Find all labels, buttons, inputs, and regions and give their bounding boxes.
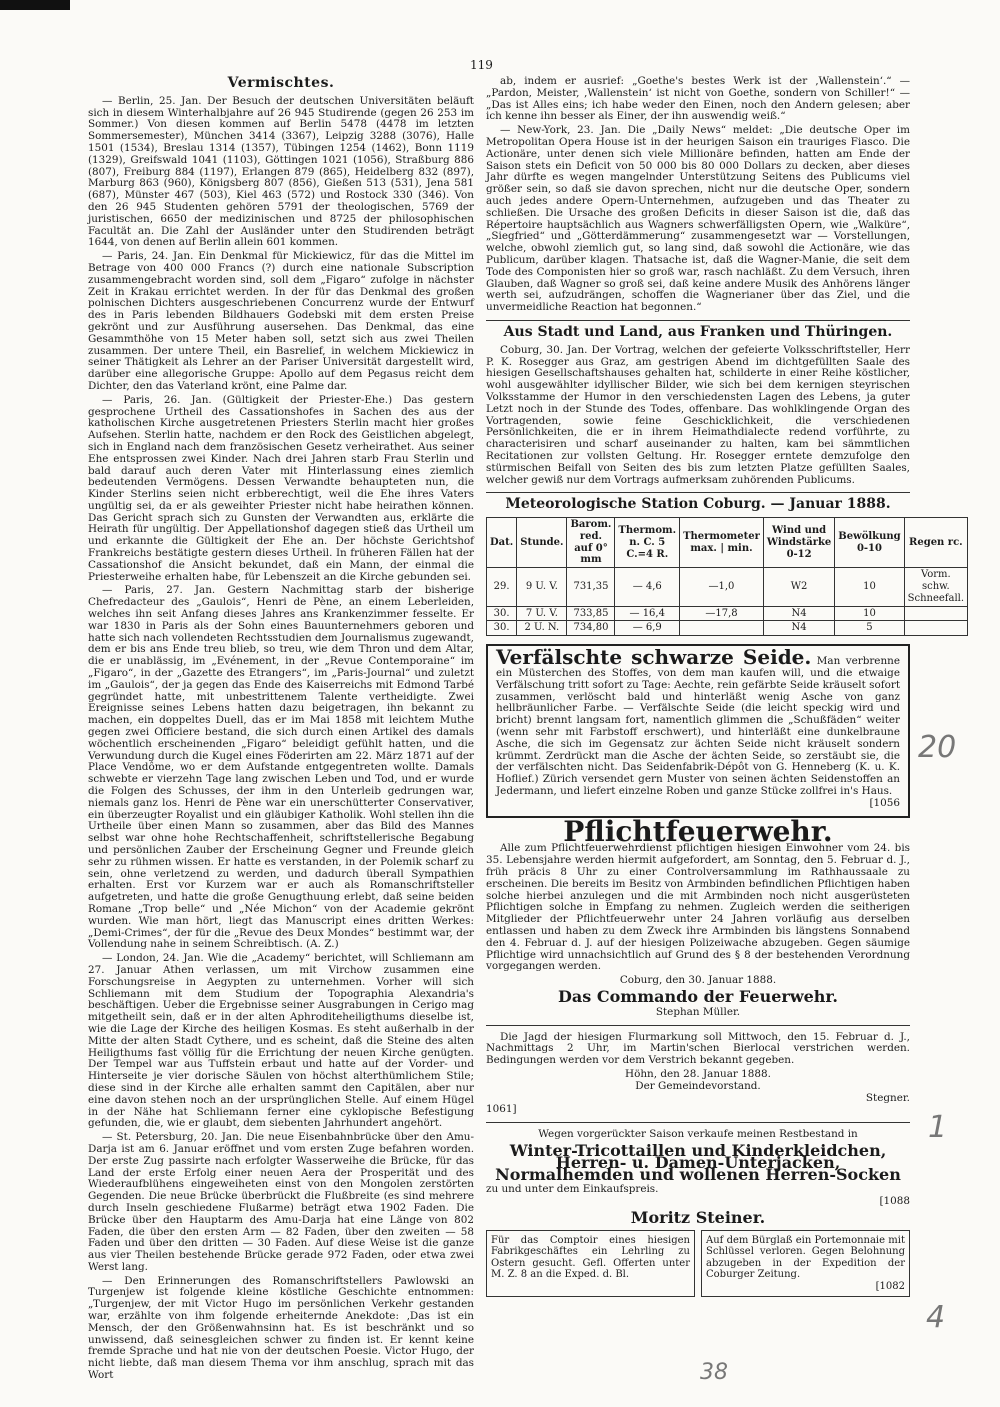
article-coburg: Coburg, 30. Jan. Der Vortrag, welchen der gefeierte Volksschriftsteller, Herr P. K. Rosegger aus Graz, am gestrigen Abend im dichtgefüllten Saale des hiesigen Gesellschaftshauses gehalten hat, schilderte in einer Reihe köstlicher, wohl ausgewählter idyllischer Bilder, wie sich bei dem kernigen steyrischen Volksstamme der Humor in den verschiedensten Lagen des Lebens, ja guter Letzt noch in der Stunde des Todes, offenbare. Das wohlklingende Organ des Vortragenden, sowie feine Geschicklichkeit, die verschiedenen Persönlichkeiten, die er in ihrem Heimathdialecte redend vorführte, zu characterisiren und scharf auseinander zu halten, kam bei sämmtlichen Recitationen zur vollsten Geltung. Hr. Rosegger erntete demzufolge den stürmischen Beifall von Seiten des bis zum letzten Platze gefüllten Saales, welcher gewiß nur dem Vortrags aufmerksam zuhörenden Publicums. xyxy=(486,343,910,486)
divider xyxy=(486,1122,910,1123)
margin-note: 4 xyxy=(926,1300,946,1335)
page-number: 119 xyxy=(470,58,493,72)
ad-sale-items: Winter-Tricottaillen und Kinderkleidchen, Herren- u. Damen-Unterjacken, Normalhemden und wollenen Herren-Socken xyxy=(495,1140,901,1184)
ad-lost-purse-text: Auf dem Bürglaß ein Portemonnaie mit Schlüssel verloren. Gegen Belohnung abzugeben in der Expedition der Coburger Zeitung. xyxy=(706,1234,905,1281)
article-petersburg: — St. Petersburg, 20. Jan. Die neue Eisenbahnbrücke über den Amu-Darja ist am 6. Januar eröffnet und vom ersten Zuge befahren worden. Der erste Zug passirte nach erfolgter Wasserweihe die Brücke, für das Land der erste Erfolg einer neuen Aera der Prosperität und des Wiederaufblühens eingeweiheten einst von den Mongolen zerstörten Gegenden. Die neue Brücke überbrückt die Flußbreite (es sind mehrere durch Inseln geschiedene Flußarme) beträgt etwa 1902 Faden. Die Brücke über den Hauptarm des Amu-Darja hat eine Länge von 802 Faden, die über den ersten Arm — 82 Faden, über den zweiten — 58 Faden und über den dritten — 30 Faden. Auf diese Weise ist die ganze aus vier Theilen bestehende Brücke gerade 972 Faden, oder etwa zwei Werst lang. xyxy=(88,1131,474,1273)
table-cell: 10 xyxy=(835,606,904,621)
ad-hunt-signature: Der Gemeindevorstand. xyxy=(635,1079,761,1092)
divider xyxy=(486,320,910,321)
table-cell: 30. xyxy=(487,621,517,636)
table-cell: — 6,9 xyxy=(615,621,680,636)
ad-number: [1082 xyxy=(875,1280,905,1292)
table-cell: 7 U. V. xyxy=(517,606,567,621)
table-cell: —1,0 xyxy=(680,568,764,606)
table-cell: W2 xyxy=(763,568,834,606)
table-cell: 9 U. V. xyxy=(517,568,567,606)
table-cell: 30. xyxy=(487,606,517,621)
table-cell xyxy=(904,606,967,621)
ad-silk xyxy=(486,644,910,817)
ad-fire-name: Stephan Müller. xyxy=(655,1005,741,1018)
table-cell: N4 xyxy=(763,606,834,621)
article-london: — London, 24. Jan. Wie die „Academy“ berichtet, will Schliemann am 27. Januar Athen verlassen, um mit Virchow zusammen eine Forschungsreise in Aegypten zu unternehmen. Vorher will sich Schliemann mit dem Studium der Topographia Alexandria's beschäftigen. Ueber die Ergebnisse seiner Ausgrabungen in Cerigo mag mitgetheilt sein, daß er in der alten Aphroditeheiligthums dieselbe ist, wie die Lage der Kirche des heiligen Kosmas. Es steht außerhalb in der Mitte der alten Stadt Cythere, und es scheint, daß die Steine des alten Heiligthums fast völlig für die Errichtung der neuen Kirche genügten. Der Tempel war aus Tuffstein erbaut und hatte auf der Vorder- und Hinterseite je vier dorische Säulen von höchst alterthümlichem Stile; diese sind in der Kirche alle erhalten sammt den Capitälen, aber nur eine davon stehen noch an der ursprünglichen Stelle. Auf einem Hügel in der Nähe hat Schliemann ferner eine cyklopische Befestigung gefunden, die, wie er glaubt, dem siebenten Jahrhundert angehört. xyxy=(88,952,474,1130)
table-cell: 10 xyxy=(835,568,904,606)
table-row xyxy=(487,621,968,636)
table-cell: 29. xyxy=(487,568,517,606)
article-continuation: ab, indem er ausrief: „Goethe's bestes Werk ist der ‚Wallenstein‘.“ — „Pardon, Meister, ‚Wallenstein‘ ist nicht von Goethe, sondern von Schiller!“ — „Das ist Alles eins; ich habe weder den Einen, noch den Andern gelesen; aber ich kenne ihn besser als Einer, der ihn auswendig weiß.“ xyxy=(486,75,910,123)
ad-number: 1061] xyxy=(486,1103,517,1116)
table-cell: 733,85 xyxy=(567,606,615,621)
ad-fire-text: Alle zum Pflichtfeuerwehrdienst pflichtigen hiesigen Einwohner vom 24. bis 35. Lebensjahre werden hiermit aufgefordert, am Sonntag, den 5. Februar d. J., früh präcis 8 Uhr zu einer Controlversammlung im Rathhaussaale zu erscheinen. Die bereits im Besitz von Armbinden befindlichen Pflichtigen haben solche hierbei anzulegen und die mit Armbinden noch nicht ausgerüsteten Pflichtigen solche in Empfang zu nehmen. Zugleich werden die seitherigen Mitglieder der Pflichtfeuerwehr unter 24 Jahren vorläufig aus derselben entlassen und haben zu dem Zweck ihre Armbinden bis längstens Sonnabend den 4. Februar d. J. auf der hiesigen Polizeiwache abzugeben. Gegen säumige Pflichtige wird unnachsichtlich auf Grund des § 8 der bestehenden Verordnung vorgegangen werden. xyxy=(486,842,910,973)
margin-note: 38 xyxy=(700,1360,728,1385)
article-paris-24: — Paris, 24. Jan. Ein Denkmal für Mickiewicz, für das die Mittel im Betrage von 400 000 Francs (?) durch eine nationale Subscription zusammengebracht worden sind, soll dem „Figaro“ zufolge in nächster Zeit in Krakau errichtet werden. In der für das Denkmal des großen polnischen Dichters ausgeschriebenen Concurrenz wurde der Entwurf des in Paris lebenden Bildhauers Godebski mit dem ersten Preise gekrönt und zur Ausführung ausersehen. Das Denkmal, das eine Gesammthöhe von 15 Meter haben soll, setzt sich aus zwei Theilen zusammen. Der untere Theil, ein Basrelief, in welchem Mickiewicz in seiner Thätigkeit als Lehrer an der Pariser Universität dargestellt wird, darüber eine allegorische Gruppe: Apollo auf dem Pegasus reicht dem Dichter, den das Vaterland krönt, eine Palme dar. xyxy=(88,250,474,392)
table-cell: 2 U. N. xyxy=(517,621,567,636)
table-header: Dat. xyxy=(487,518,517,568)
table-cell: —17,8 xyxy=(680,606,764,621)
ad-hunt-date: Höhn, den 28. Januar 1888. xyxy=(625,1067,771,1080)
table-header: Stunde. xyxy=(517,518,567,568)
divider xyxy=(486,1025,910,1026)
ad-sale-name: Moritz Steiner. xyxy=(630,1207,766,1227)
table-cell xyxy=(680,621,764,636)
margin-note: 1 xyxy=(928,1110,948,1145)
table-cell: — 4,6 xyxy=(615,568,680,606)
table-header: Wind und Windstärke 0-12 xyxy=(763,518,834,568)
scan-edge-mark xyxy=(0,0,70,10)
table-cell: N4 xyxy=(763,621,834,636)
section-title-regional: Aus Stadt und Land, aus Franken und Thüringen. xyxy=(503,323,893,340)
ad-apprentice: Für das Comptoir eines hiesigen Fabrikgeschäftes ein Lehrling zu Ostern gesucht. Gefl. Offerten unter M. Z. 8 an die Exped. d. Bl. xyxy=(486,1230,695,1298)
margin-note: 20 xyxy=(918,730,957,765)
table-cell: 734,80 xyxy=(567,621,615,636)
table-row xyxy=(487,606,968,621)
ad-lost-purse xyxy=(701,1230,910,1298)
ad-number: [1056 xyxy=(869,796,900,809)
ad-number: [1088 xyxy=(879,1195,910,1208)
table-header: Bewölkung 0-10 xyxy=(835,518,904,568)
article-turgenjew: — Den Erinnerungen des Romanschriftstellers Pawlowski an Turgenjew ist folgende kleine köstliche Geschichte entnommen: „Turgenjew, der mit Victor Hugo im persönlichen Verkehr gestanden war, erzählte von ihm folgende erheiternde Anekdote: ‚Das ist ein Mensch, der den Größenwahnsinn hat. Es ist beschränkt und so unwissend, daß seinesgleichen schwer zu finden ist. Er kennt keine fremde Sprache und hat nie von der deutschen Poesie. Victor Hugo, der nicht liebte, daß man diesem Thema vor ihm anschlug, sprach mit das Wort xyxy=(88,1274,474,1382)
small-ads xyxy=(486,1230,910,1298)
table-header: Thermom. n. C. 5 C.=4 R. xyxy=(615,518,680,568)
weather-table-title: Meteorologische Station Coburg. — Januar 1888. xyxy=(505,496,891,513)
ad-fire-signature: Das Commando der Feuerwehr. xyxy=(558,986,838,1006)
ad-hunt-text: Die Jagd der hiesigen Flurmarkung soll Mittwoch, den 15. Februar d. J., Nachmittags 2 Uhr, im Martin'schen Bierlocal verstrichen werden. Bedingungen werden vor dem Verstrich bekannt gegeben. xyxy=(486,1030,910,1067)
article-berlin: — Berlin, 25. Jan. Der Besuch der deutschen Universitäten beläuft sich in diesem Winterhalbjahre auf 26 945 Studirende (gegen 26 253 im Sommer.) Von diesen kommen auf Berlin 5478 (4478 im letzten Sommersemester), München 3414 (3367), Leipzig 3288 (3076), Halle 1501 (1534), Breslau 1314 (1357), Tübingen 1254 (1462), Bonn 1119 (1329), Greifswald 1041 (1103), Göttingen 1021 (1056), Straßburg 886 (807), Freiburg 884 (1197), Erlangen 879 (865), Heidelberg 832 (897), Marburg 863 (960), Königsberg 807 (856), Gießen 513 (531), Jena 581 (687), Münster 467 (503), Kiel 463 (572) und Rostock 330 (346). Von den 26 945 Studenten gehören 5791 der theologischen, 5769 der juristischen, 6650 der medizinischen und 8725 der philosophischen Facultät an. Die Zahl der Ausländer unter den Studirenden beträgt 1644, von denen auf Berlin allein 601 kommen. xyxy=(88,94,474,249)
article-paris-27: — Paris, 27. Jan. Gestern Nachmittag starb der bisherige Chefredacteur des „Gaulois“, Henri de Pène, an einem Leberleiden, welches ihn seit Anfang dieses Jahres ans Krankenzimmer fesselte. Er war 1830 in Paris als der Sohn eines Bauunternehmers geboren und hatte sich nach vollendeten Rechtsstudien dem Journalismus zugewandt, dem er bis ans Ende treu blieb, so treu, wie dem Thron und dem Altar, die er unablässig, im „Evénement, in der „Revue Contemporaine“ im „Figaro“, in der „Gazette des Etrangers“, im „Paris-Journal“ und zuletzt im „Gaulois“, der ja gegen das Ende des Kaiserreichs mit Edmond Tarbé gegründet hatte, mit unbestrittenem Talente vertheidigte. Zwei Ereignisse seines Lebens hatten dazu beigetragen, ihn bekannt zu machen, ein doppeltes Duell, das er im Mai 1858 mit leichtem Muthe gegen zwei Officiere bestand, die sich durch einen Artikel des damals wöchentlich erscheinenden „Figaro“ beleidigt gefühlt hatten, und die Verwundung durch die Kugel eines Föderirten am 22. März 1871 auf der Place Vendôme, wo er dem Aufstande entgegentreten wollte. Damals schwebte er vierzehn Tage lang zwischen Leben und Tod, und er wurde die Folgen des Schusses, der ihm in den Unterleib gedrungen war, niemals ganz los. Henri de Pène war ein unerschütterter Conservativer, ein überzeugter Royalist und ein gläubiger Katholik. Wohl stellen ihn die Urtheile über einen Mann so zusammen, aber das Bild des Mannes selbst war ohne hohe Rechtschaffenheit, schriftstellerische Begabung und persönlichen Zauber der Erscheinung Gegner und Freunde gleich sehr zu rühmen wissen. Er hatte es verstanden, in der Polemik scharf zu sein, ohne verletzend zu werden, und dadurch überall Sympathien erhalten. Erst vor Kurzem war er auch als Romanschriftsteller aufgetreten, und hatte die große Genugthuung erlebt, daß seine beiden Romane „Trop belle“ und „Née Michon“ von der Academie gekrönt wurden. Wie man hört, liegt das Manuscript eines dritten Werkes: „Demi-Crimes“, der für die „Revue des Deux Mondes“ bestimmt war, der Vollendung nahe in seinem Schreibtisch. (A. Z.) xyxy=(88,584,474,951)
ad-sale-intro: Wegen vorgerückter Saison verkaufe meinen Restbestand in xyxy=(538,1128,858,1141)
table-header: Barom. red. auf 0° mm xyxy=(567,518,615,568)
table-row xyxy=(487,568,968,606)
ad-sale-tail: zu und unter dem Einkaufspreis. xyxy=(486,1183,659,1196)
ad-fire-date: Coburg, den 30. Januar 1888. xyxy=(619,974,777,987)
weather-table xyxy=(486,517,968,636)
table-cell xyxy=(904,621,967,636)
table-cell: 5 xyxy=(835,621,904,636)
ad-hunt-name: Stegner. xyxy=(865,1091,910,1104)
table-header: Regen rc. xyxy=(904,518,967,568)
table-cell: — 16,4 xyxy=(615,606,680,621)
table-cell: Vorm. schw. Schneefall. xyxy=(904,568,967,606)
left-column xyxy=(88,75,474,1382)
ad-silk-title: Verfälschte schwarze Seide. xyxy=(496,645,812,670)
article-paris-26: — Paris, 26. Jan. (Gültigkeit der Priester-Ehe.) Das gestern gesprochene Urtheil des Cassationshofes in Sachen des aus der katholischen Kirche ausgetretenen Priesters Sterlin macht hier großes Aufsehen. Sterlin hatte, nachdem er den Rock des Geistlichen abgelegt, sich in England nach dem französischen Gesetz verheirathet. Aus seiner Ehe entsprossen zwei Kinder. Nach drei Jahren starb Frau Sterlin und bald darauf auch deren Vater mit Hinterlassung eines ziemlich bedeutenden Vermögens. Dessen Verwandte behaupteten nun, die Kinder Sterlins seien nicht erbberechtigt, weil die Ehe ihres Vaters ungültig sei, da er als geweihter Priester nicht habe heirathen können. Das Gericht sprach sich zu Gunsten der Verwandten aus, erklärte die Heirath für ungültig. Der Appellationshof dagegen stieß das Urtheil um und erkannte die Gültigkeit der Ehe an. Der höchste Gerichtshof Frankreichs bestätigte gestern dieses Urtheil. In früheren Fällen hat der Cassationshof die Ansicht bekundet, daß ein Mann, der einmal die Priesterweihe erhalten habe, für Lebenszeit an die Kirche gebunden sei. xyxy=(88,393,474,583)
divider xyxy=(486,492,910,493)
ad-fire-title: Pflichtfeuerwehr. xyxy=(563,814,833,848)
ad-silk-text: Man verbrenne ein Müsterchen des Stoffes, von dem man kaufen will, und die etwaige Verfälschung tritt sofort zu Tage: Aechte, rein gefärbte Seide kräuselt sofort zusammen, verlöscht bald und hinterläßt wenig Asche von ganz hellbräunlicher Farbe. — Verfälschte Seide (die leicht speckig wird und bricht) brennt langsam fort, namentlich glimmen die „Schußfäden“ weiter (wenn sehr mit Farbstoff erschwert), und hinterläßt eine dunkelbraune Asche, die sich im Gegensatz zur ächten Seide nicht kräuselt sondern krümmt. Zerdrückt man die Asche der ächten Seide, so zerstäubt sie, die der verfälschten nicht. Das Seidenfabrik-Dépôt von G. Henneberg (K. u. K. Hoflief.) Zürich versendet gern Muster von seinen ächten Seidenstoffen an Jedermann, und liefert einzelne Roben und ganze Stücke zollfrei in's Haus. xyxy=(496,655,900,798)
article-new-york: — New-York, 23. Jan. Die „Daily News“ meldet: „Die deutsche Oper im Metropolitan Opera House ist in der heurigen Saison ein trauriges Fiasco. Die Actionäre, unter denen sich viele Millionäre befinden, hatten am Ende der Saison stets ein Deficit von 50 000 bis 80 000 Dollars zu decken, aber dieses Jahr dürfte es wegen mangelnder Unterstützung Seitens des Publicums viel größer sein, so daß sie davon sprechen, nicht nur die deutsche Oper, sondern auch jedes andere Opern-Unternehmen, aufzugeben und das Theater zu schließen. Die Ursache des großen Deficits in dieser Saison ist die, daß das Répertoire hauptsächlich aus Wagners schwerfälligsten Opern, wie „Walküre“, „Siegfried“ und „Götterdämmerung“ zusammengesetzt war — Vorstellungen, welche, obwohl ziemlich gut, so lang sind, daß sowohl die Actionäre, wie das Publicum, darüber klagen. Thatsache ist, daß die Wagner-Manie, die seit dem Tode des Componisten hier so groß war, rasch nachläßt. Zu dem Versuch, ihren Glauben, daß Wagner so groß sei, daß keine andere Musik des Anhörens länger werth sei, aufzudrängen, schoffen die Wagnerianer über das Ziel, und die unvermeidliche Reaction hat begonnen.“ xyxy=(486,124,910,314)
table-cell: 731,35 xyxy=(567,568,615,606)
table-header: Thermometer max. | min. xyxy=(680,518,764,568)
section-title-vermischtes: Vermischtes. xyxy=(227,75,335,91)
